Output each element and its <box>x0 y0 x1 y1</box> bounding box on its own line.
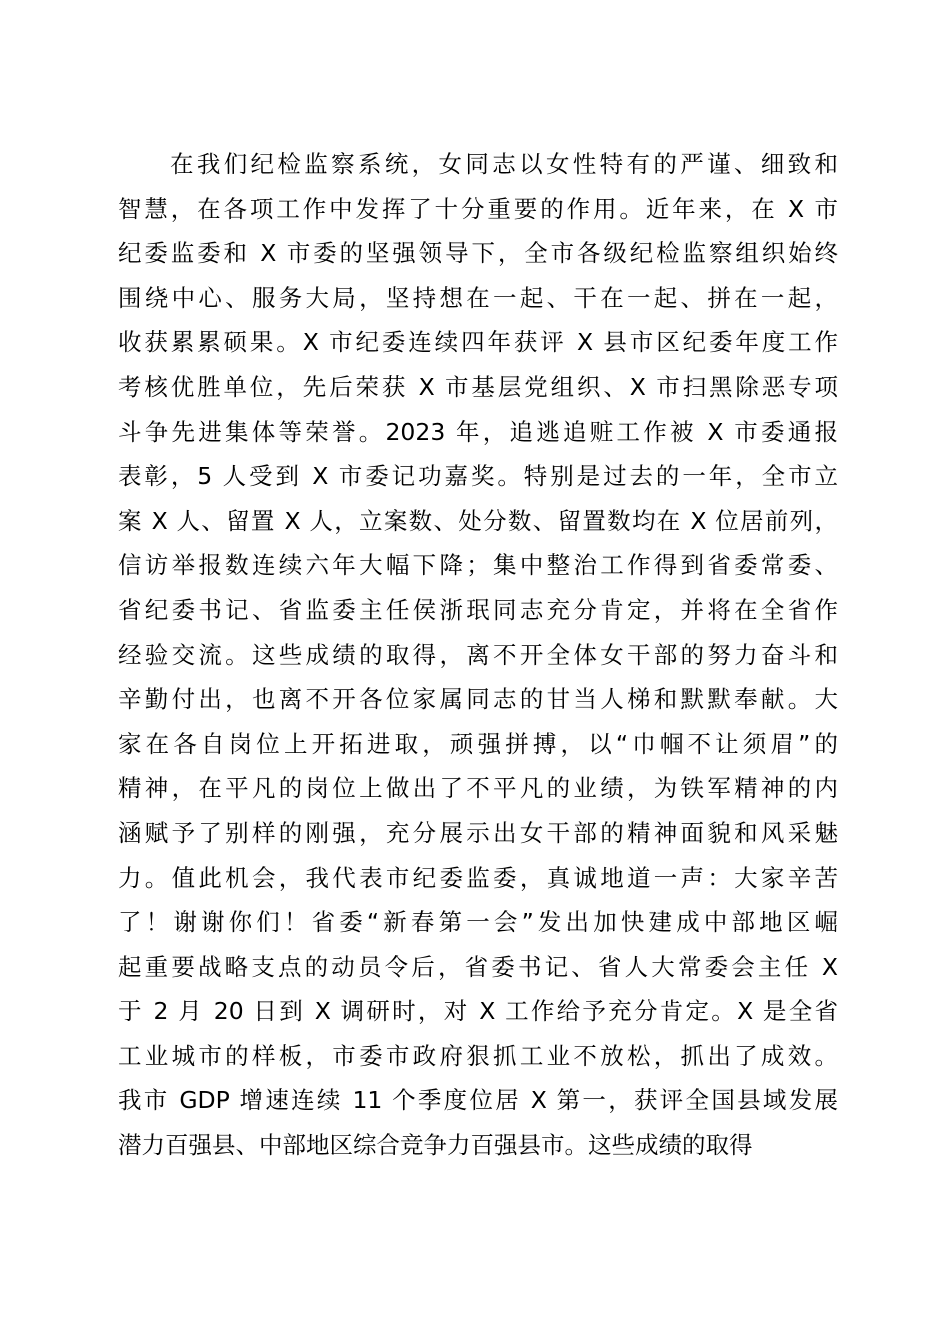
text-line: 信访举报数连续六年大幅下降；集中整治工作得到省委常委、 <box>118 551 838 580</box>
text-line: 精神，在平凡的岗位上做出了不平凡的业绩，为铁军精神的内 <box>118 774 838 803</box>
text-line: 我市 GDP 增速连续 11 个季度位居 X 第一，获评全国县域发展 <box>118 1086 838 1115</box>
text-line: 考核优胜单位，先后荣获 X 市基层党组织、X 市扫黑除恶专项 <box>118 372 838 401</box>
body-paragraph <box>118 142 838 1168</box>
text-line: 收获累累硕果。X 市纪委连续四年获评 X 县市区纪委年度工作 <box>118 328 838 357</box>
text-line: 案 X 人、留置 X 人，立案数、处分数、留置数均在 X 位居前列， <box>118 506 838 535</box>
text-line: 经验交流。这些成绩的取得，离不开全体女干部的努力奋斗和 <box>118 640 838 669</box>
text-line: 智慧，在各项工作中发挥了十分重要的作用。近年来，在 X 市 <box>118 194 838 223</box>
text-line: 于 2 月 20 日到 X 调研时，对 X 工作给予充分肯定。X 是全省 <box>118 997 838 1026</box>
text-line: 辛勤付出，也离不开各位家属同志的甘当人梯和默默奉献。大 <box>118 685 838 714</box>
text-line: 在我们纪检监察系统，女同志以女性特有的严谨、细致和 <box>170 150 838 178</box>
text-line: 围绕中心、服务大局，坚持想在一起、干在一起、拼在一起， <box>118 283 838 312</box>
text-line: 工业城市的样板，市委市政府狠抓工业不放松，抓出了成效。 <box>118 1041 838 1070</box>
text-line: 潜力百强县、中部地区综合竞争力百强县市。这些成绩的取得 <box>118 1131 753 1160</box>
text-line: 力。值此机会，我代表市纪委监委，真诚地道一声：大家辛苦 <box>118 863 838 892</box>
text-line: 涵赋予了别样的刚强，充分展示出女干部的精神面貌和风采魅 <box>118 818 838 847</box>
text-line: 省纪委书记、省监委主任侯浙珉同志充分肯定，并将在全省作 <box>118 595 838 624</box>
text-line: 家在各自岗位上开拓进取，顽强拼搏，以“巾帼不让须眉”的 <box>118 729 838 758</box>
text-line: 了！谢谢你们！省委“新春第一会”发出加快建成中部地区崛 <box>118 908 838 937</box>
text-line: 表彰，5 人受到 X 市委记功嘉奖。特别是过去的一年，全市立 <box>118 462 838 491</box>
text-line: 斗争先进集体等荣誉。2023 年，追逃追赃工作被 X 市委通报 <box>118 417 838 446</box>
text-line: 起重要战略支点的动员令后，省委书记、省人大常委会主任 X <box>118 952 838 981</box>
text-line: 纪委监委和 X 市委的坚强领导下，全市各级纪检监察组织始终 <box>118 239 838 268</box>
